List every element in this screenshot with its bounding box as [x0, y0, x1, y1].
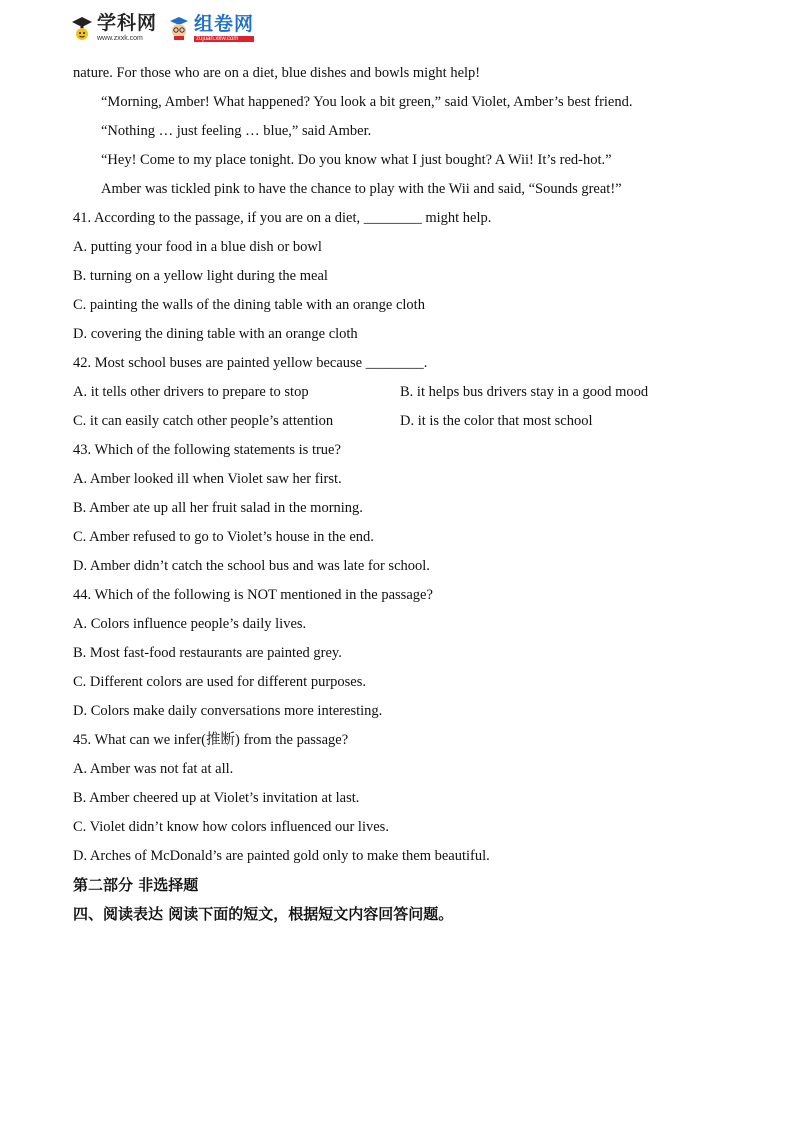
- zujuan-logo-url: zujuan.xkw.com: [194, 36, 254, 42]
- question-44-stem: 44. Which of the following is NOT mentioned in the passage?: [73, 587, 433, 603]
- question-42-option-b: B. it helps bus drivers stay in a good mood: [400, 384, 649, 400]
- student-mascot-icon: [167, 15, 191, 41]
- question-43-option-a: A. Amber looked ill when Violet saw her first.: [73, 471, 342, 487]
- question-44-option-b: B. Most fast-food restaurants are painted grey.: [73, 645, 342, 661]
- question-41-option-b: B. turning on a yellow light during the meal: [73, 268, 328, 284]
- passage-line: nature. For those who are on a diet, blue dishes and bowls might help!: [73, 65, 481, 81]
- zxxk-logo-url: www.zxxk.com: [97, 35, 143, 42]
- page-header: [70, 8, 254, 48]
- question-41-option-d: D. covering the dining table with an orange cloth: [73, 326, 358, 342]
- question-42-option-a: A. it tells other drivers to prepare to stop: [73, 384, 309, 400]
- question-43-stem: 43. Which of the following statements is true?: [73, 442, 341, 458]
- question-45-option-c: C. Violet didn’t know how colors influenced our lives.: [73, 819, 389, 835]
- question-45-option-a: A. Amber was not fat at all.: [73, 761, 234, 777]
- zxxk-logo-name: 学科网: [97, 12, 158, 34]
- zujuan-logo: [167, 12, 255, 42]
- passage-line: Amber was tickled pink to have the chance to play with the Wii and said, “Sounds great!”: [101, 181, 622, 197]
- passage-line: “Morning, Amber! What happened? You look a bit green,” said Violet, Amber’s best friend.: [101, 94, 633, 110]
- question-42-option-c: C. it can easily catch other people’s attention: [73, 413, 334, 429]
- part-title: 第二部分 非选择题: [73, 876, 199, 894]
- question-42-options-row-1: [73, 378, 733, 407]
- question-44-option-a: A. Colors influence people’s daily lives.: [73, 616, 307, 632]
- document-body: [73, 59, 733, 929]
- question-41-option-c: C. painting the walls of the dining table with an orange cloth: [73, 297, 425, 313]
- question-43-option-d: D. Amber didn’t catch the school bus and was late for school.: [73, 558, 430, 574]
- passage-line: “Nothing … just feeling … blue,” said Amber.: [101, 123, 372, 139]
- question-44-option-d: D. Colors make daily conversations more interesting.: [73, 703, 383, 719]
- question-42-option-d: D. it is the color that most school: [400, 413, 593, 429]
- mortarboard-icon: [70, 15, 94, 41]
- passage-line: “Hey! Come to my place tonight. Do you know what I just bought? A Wii! It’s red-hot.”: [101, 152, 612, 168]
- question-43-option-c: C. Amber refused to go to Violet’s house in the end.: [73, 529, 374, 545]
- subsection-title: 四、阅读表达 阅读下面的短文，根据短文内容回答问题。: [73, 905, 454, 923]
- question-43-option-b: B. Amber ate up all her fruit salad in the morning.: [73, 500, 363, 516]
- question-45-option-d: D. Arches of McDonald’s are painted gold only to make them beautiful.: [73, 848, 490, 864]
- zujuan-logo-name: 组卷网: [194, 12, 255, 35]
- question-42-stem: 42. Most school buses are painted yellow because ________.: [73, 355, 428, 371]
- question-41-stem: 41. According to the passage, if you are on a diet, ________ might help.: [73, 210, 492, 226]
- zxxk-logo: [70, 14, 157, 42]
- question-44-option-c: C. Different colors are used for different purposes.: [73, 674, 366, 690]
- question-42-options-row-2: [73, 407, 733, 436]
- question-45-stem: 45. What can we infer(推断) from the passage?: [73, 732, 349, 748]
- question-45-option-b: B. Amber cheered up at Violet’s invitation at last.: [73, 790, 360, 806]
- question-41-option-a: A. putting your food in a blue dish or bowl: [73, 239, 322, 255]
